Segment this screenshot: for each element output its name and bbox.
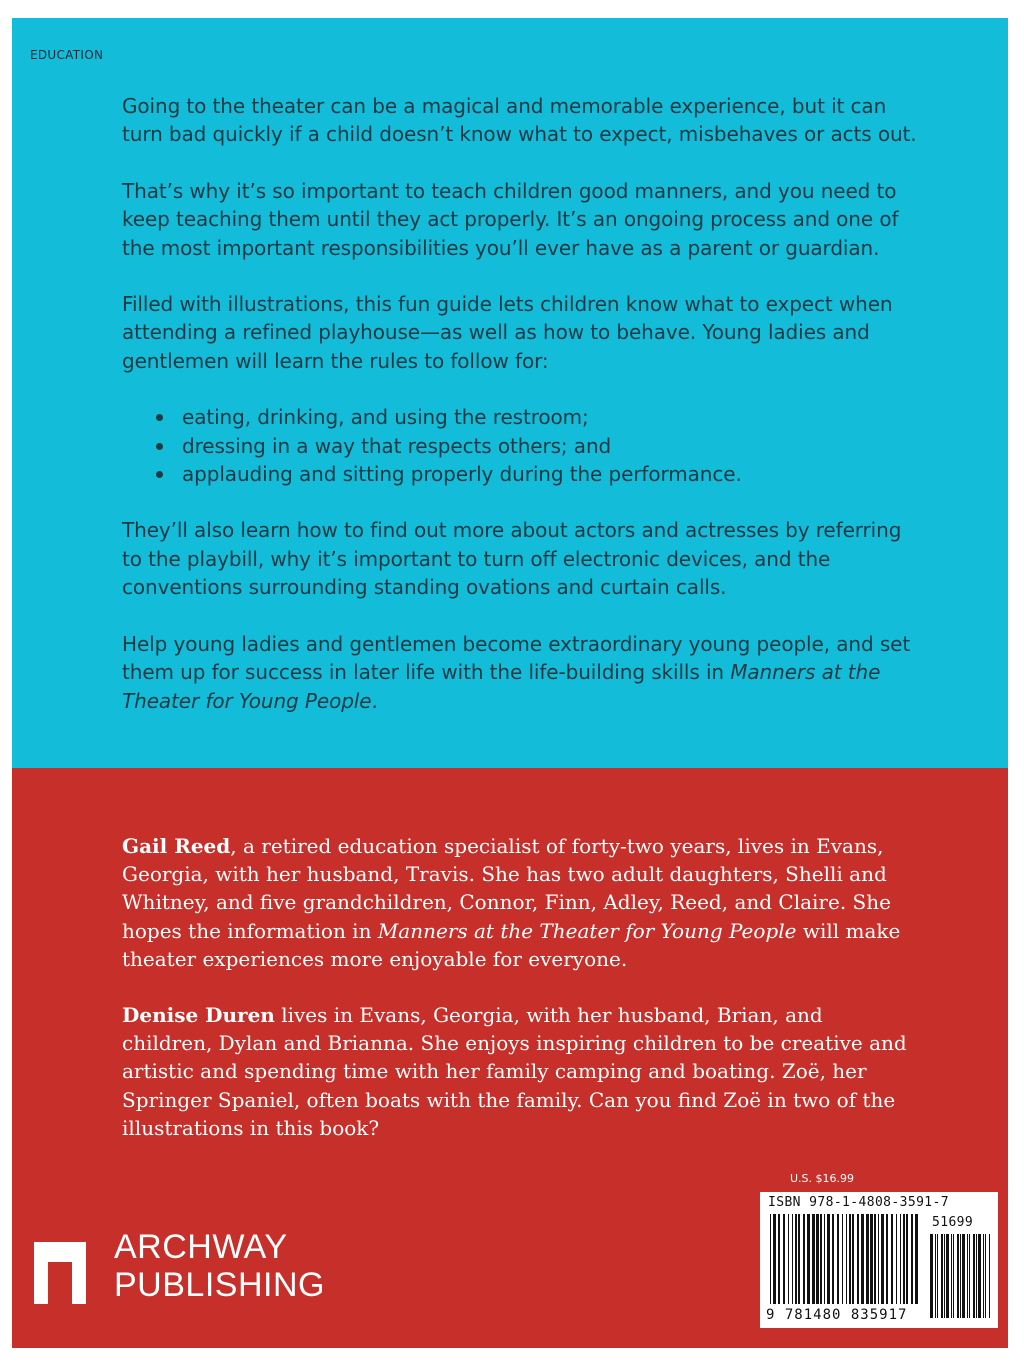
- author-bio: [122, 832, 912, 973]
- author-bio-text-1: , a retired education specialist of forty-two years, lives in Evans, Georgia, with her husband, Travis. She has two adult daughters, Shelli and Whitney, and five grandchildren, Connor, Finn, Adley, Reed, and Claire. She hopes the information in: [122, 834, 891, 943]
- list-item: eating, drinking, and using the restroom;: [182, 403, 922, 431]
- blurb-text: [122, 92, 922, 743]
- barcode-addon-bars: [930, 1234, 990, 1318]
- blurb-paragraph-3: Filled with illustrations, this fun guide lets children know what to expect when attending a refined playhouse—as well as how to behave. Young ladies and gentlemen will learn the rules to follow for:: [122, 292, 893, 373]
- blurb-p5-text: Help young ladies and gentlemen become extraordinary young people, and set them up for success in later life with the life-building skills in: [122, 631, 911, 685]
- author-name: Gail Reed: [122, 834, 231, 858]
- bio-panel: [12, 768, 1008, 1348]
- back-cover: [12, 18, 1008, 1348]
- illustrator-name: Denise Duren: [122, 1003, 275, 1028]
- publisher-line-2: PUBLISHING: [114, 1266, 325, 1304]
- illustrator-bio-text: lives in Evans, Georgia, with her husband, Brian, and children, Dylan and Brianna. She enjoys inspiring children to be creative and artistic and spending time with her family camping and boating. Zoë, her Springer Spaniel, often boats with the family. Can you find Zoë in two of the illustrations in this book?: [122, 1003, 907, 1140]
- barcode-addon-number: 51699: [932, 1215, 974, 1230]
- rules-list: [122, 403, 922, 488]
- category-label: EDUCATION: [30, 48, 104, 62]
- author-book-title: Manners at the Theater for Young People: [377, 918, 797, 943]
- blurb-paragraph-5: [122, 630, 922, 715]
- isbn-barcode: [760, 1192, 998, 1328]
- illustrator-bio: [122, 1001, 912, 1142]
- price-label: U.S. $16.99: [790, 1172, 855, 1185]
- blurb-panel: [12, 18, 1008, 768]
- list-item: dressing in a way that respects others; and: [182, 432, 922, 460]
- blurb-paragraph-1: Going to the theater can be a magical and memorable experience, but it can turn bad quickly if a child doesn’t know what to expect, misbehaves or acts out.: [122, 94, 917, 147]
- blurb-paragraph-4: They’ll also learn how to find out more about actors and actresses by referring to the playbill, why it’s important to turn off electronic devices, and the conventions surrounding standing ovations and curtain calls.: [122, 518, 902, 600]
- archway-logo-icon: [30, 1234, 90, 1304]
- barcode-bars: [770, 1214, 918, 1304]
- author-bio-text-2: will make theater experiences more enjoyable for everyone.: [122, 918, 901, 971]
- publisher-name: [114, 1228, 325, 1304]
- list-item: applauding and sitting properly during the performance.: [182, 460, 922, 488]
- publisher-line-1: ARCHWAY: [114, 1228, 288, 1266]
- isbn-label: ISBN 978-1-4808-3591-7: [768, 1195, 949, 1210]
- book-title: Manners at the Theater for Young People: [122, 660, 881, 713]
- blurb-paragraph-2: That’s why it’s so important to teach children good manners, and you need to keep teaching them until they act properly. It’s an ongoing process and one of the most important responsibilities you’ll ever have as a parent or guardian.: [122, 178, 899, 260]
- barcode-number: 9 781480 835917: [766, 1307, 908, 1323]
- blurb-p5-end: .: [371, 688, 378, 713]
- bio-text: [122, 832, 912, 1170]
